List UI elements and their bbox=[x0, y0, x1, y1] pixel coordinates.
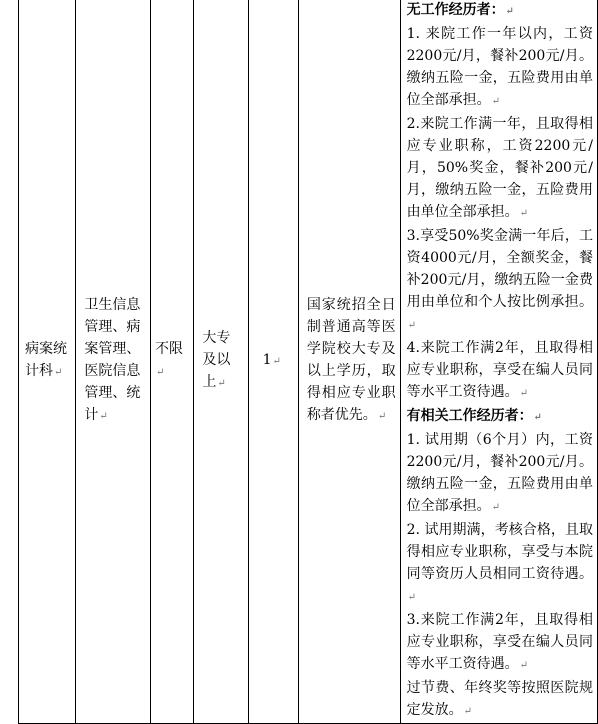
major-cell bbox=[76, 0, 151, 724]
treatment-item: 3.享受50%奖金满一年后，工资4000元/月，全额奖金，餐补200元/月，缴纳五险一金费用由单位和个人按比例承担。↵ bbox=[406, 228, 593, 331]
treatment-item: 2.来院工作满一年，且取得相应专业职称，工资2200元/月，50%奖金，餐补200元/月，缴纳五险一金，五险费用由单位全部承担。↵ bbox=[406, 116, 593, 220]
treatment-item: 4.来院工作满2年，且取得相应专业职称，享受在编人员同等水平工资待遇。↵ bbox=[406, 340, 593, 400]
treatment-item: 1. 来院工作一年以内，工资2200元/月，餐补200元/月。缴纳五险一金，五险费用由单位全部承担。↵ bbox=[406, 26, 593, 108]
paragraph-mark: ↵ bbox=[463, 706, 472, 717]
recruitment-table bbox=[18, 0, 598, 724]
paragraph-mark: ↵ bbox=[505, 6, 514, 17]
paragraph-mark: ↵ bbox=[217, 378, 226, 389]
education-text: 大专及以上↵ bbox=[202, 330, 231, 390]
education-cell bbox=[194, 0, 248, 724]
paragraph-mark: ↵ bbox=[407, 592, 416, 603]
requirements-text: 国家统招全日制普通高等医学院校大专及以上学历，取得相应专业职称者优先。↵ bbox=[306, 297, 396, 423]
paragraph-mark: ↵ bbox=[377, 411, 387, 422]
treatment-item: 2. 试用期满，考核合格，且取得相应专业职称，享受与本院同等资历人员相同工资待遇。↵ bbox=[406, 522, 593, 603]
count-text: 1↵ bbox=[262, 352, 281, 368]
paragraph-mark: ↵ bbox=[533, 412, 542, 423]
treatment-item: 过节费、年终奖等按照医院规定发放。↵ bbox=[406, 680, 593, 718]
major-text: 卫生信息管理、病案管理、医院信息管理、统计↵ bbox=[84, 297, 141, 423]
paragraph-mark: ↵ bbox=[491, 96, 500, 107]
paragraph-mark: ↵ bbox=[519, 208, 528, 219]
department-text: 病案统计科↵ bbox=[25, 341, 67, 379]
paragraph-mark: ↵ bbox=[54, 367, 63, 378]
paragraph-mark: ↵ bbox=[272, 356, 281, 367]
paragraph-mark: ↵ bbox=[519, 660, 528, 671]
treatment-cell bbox=[400, 0, 597, 724]
paragraph-mark: ↵ bbox=[491, 502, 500, 513]
experience-heading: 有相关工作经历者：↵ bbox=[406, 408, 542, 424]
paragraph-mark: ↵ bbox=[99, 411, 108, 422]
no-experience-heading: 无工作经历者：↵ bbox=[406, 2, 514, 18]
table-row bbox=[19, 0, 598, 724]
paragraph-mark: ↵ bbox=[407, 320, 416, 331]
gender-text: 不限↵ bbox=[154, 341, 183, 378]
treatment-item: 3.来院工作满2年，且取得相应专业职称，享受在编人员同等水平工资待遇。↵ bbox=[406, 612, 593, 672]
paragraph-mark: ↵ bbox=[155, 367, 165, 378]
count-cell bbox=[248, 0, 298, 724]
department-cell bbox=[19, 0, 76, 724]
paragraph-mark: ↵ bbox=[519, 388, 528, 399]
requirements-cell bbox=[298, 0, 400, 724]
gender-cell bbox=[150, 0, 193, 724]
treatment-item: 1. 试用期（6个月）内，工资2200元/月，餐补200元/月。缴纳五险一金，五险费用由单位全部承担。↵ bbox=[406, 432, 593, 514]
